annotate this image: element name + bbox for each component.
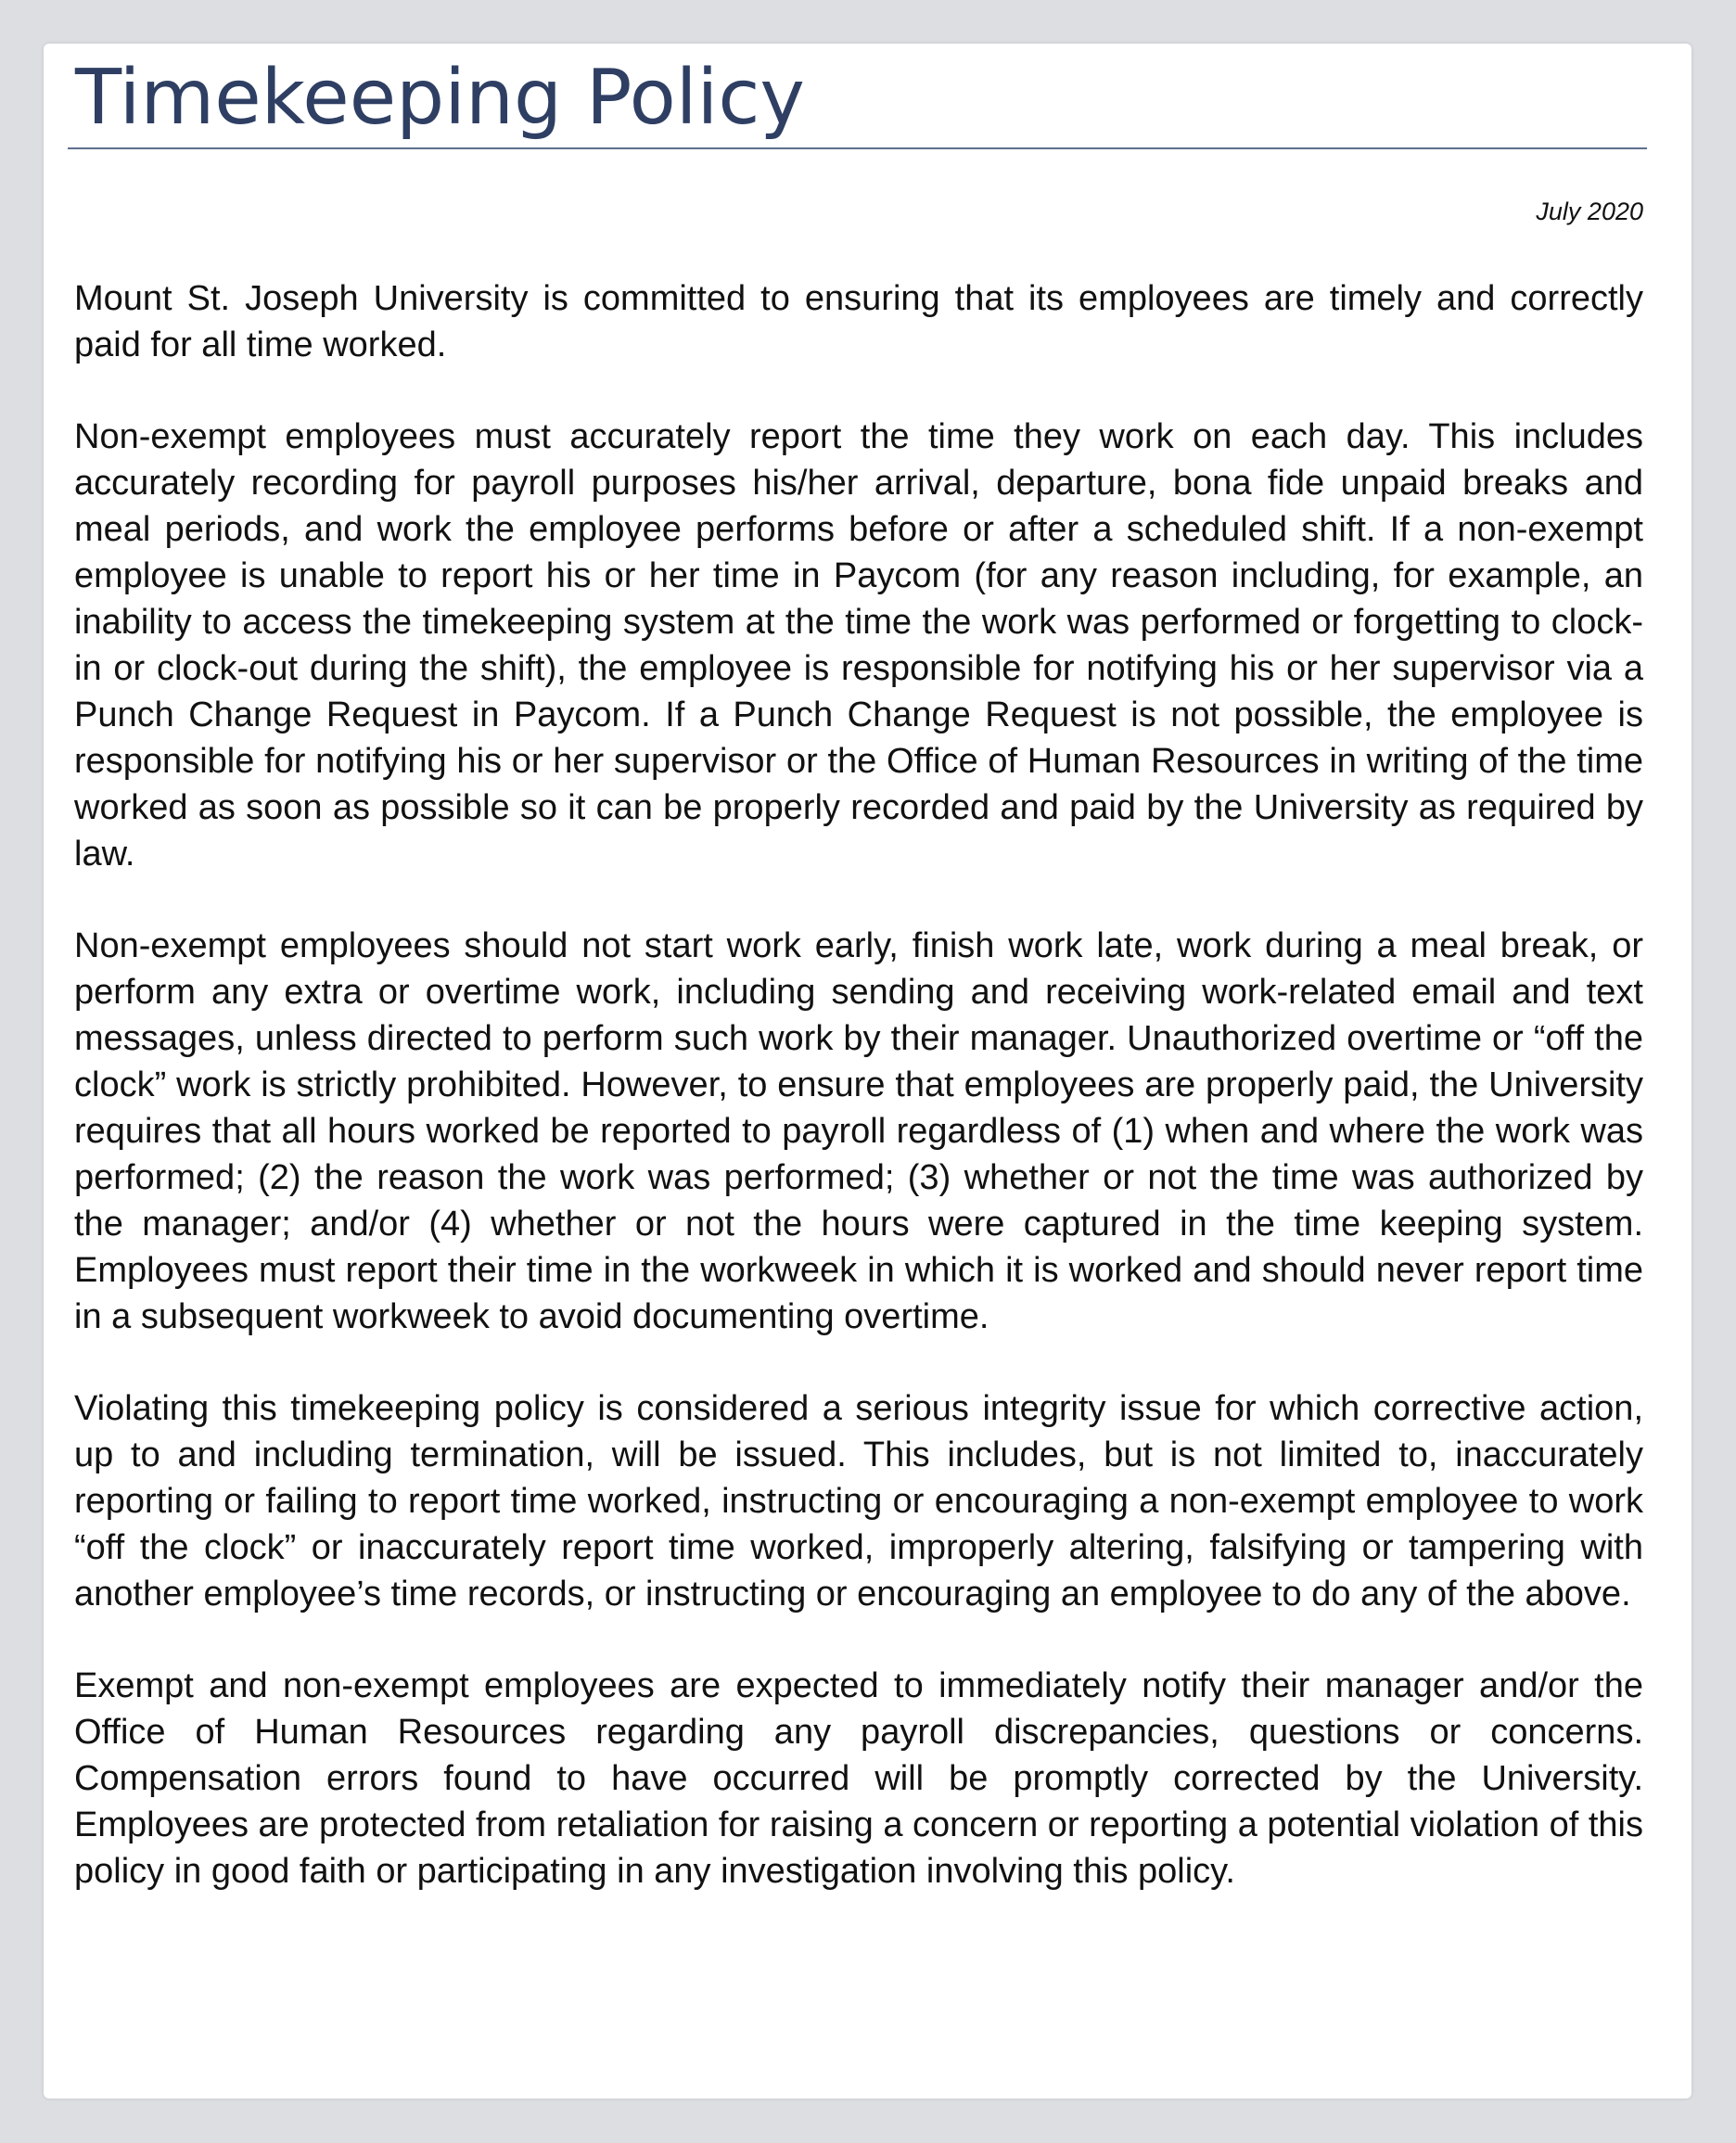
paragraph-discrepancies: Exempt and non-exempt employees are expected to immediately notify their manager and/or the Office of Human Resources regarding any payroll discrepancies, questions or concerns. Compensation errors found to have occurred will be promptly corrected by the University. Employees are protected from retaliation for raising a concern or reporting a potential violation of this policy in good faith or participating in any investigation involving this policy. [74,1666,1643,1891]
paragraph-intro: Mount St. Joseph University is committed to ensuring that its employees are timely and correctly paid for all time worked. [74,279,1643,364]
title-divider [68,147,1647,149]
policy-body [74,275,1643,1940]
paragraph-overtime: Non-exempt employees should not start work early, finish work late, work during a meal break, or perform any extra or overtime work, including sending and receiving work-related email and text messages, unless directed to perform such work by their manager. Unauthorized overtime or “off the clock” work is strictly prohibited. However, to ensure that employees are properly paid, the University requires that all hours worked be reported to payroll regardless of (1) when and where the work was performed; (2) the reason the work was performed; (3) whether or not the time was authorized by the manager; and/or (4) whether or not the hours were captured in the time keeping system. Employees must report their time in the workweek in which it is worked and should never report time in a subsequent workweek to avoid documenting overtime. [74,926,1643,1336]
policy-date: July 2020 [1536,198,1643,225]
page-title: Timekeeping Policy [75,54,805,142]
paragraph-violations: Violating this timekeeping policy is considered a serious integrity issue for which corrective action, up to and including termination, will be issued. This includes, but is not limited to, inaccurately reporting or failing to report time worked, instructing or encouraging a non-exempt employee to work “off the clock” or inaccurately report time worked, improperly altering, falsifying or tampering with another employee’s time records, or instructing or encouraging an employee to do any of the above. [74,1389,1643,1614]
paragraph-reporting: Non-exempt employees must accurately report the time they work on each day. This includes accurately recording for payroll purposes his/her arrival, departure, bona fide unpaid breaks and meal periods, and work the employee performs before or after a scheduled shift. If a non-exempt employee is unable to report his or her time in Paycom (for any reason including, for example, an inability to access the timekeeping system at the time the work was performed or forgetting to clock-in or clock-out during the shift), the employee is responsible for notifying his or her supervisor via a Punch Change Request in Paycom. If a Punch Change Request is not possible, the employee is responsible for notifying his or her supervisor or the Office of Human Resources in writing of the time worked as soon as possible so it can be properly recorded and paid by the University as required by law. [74,417,1643,874]
document-page [44,44,1691,2098]
